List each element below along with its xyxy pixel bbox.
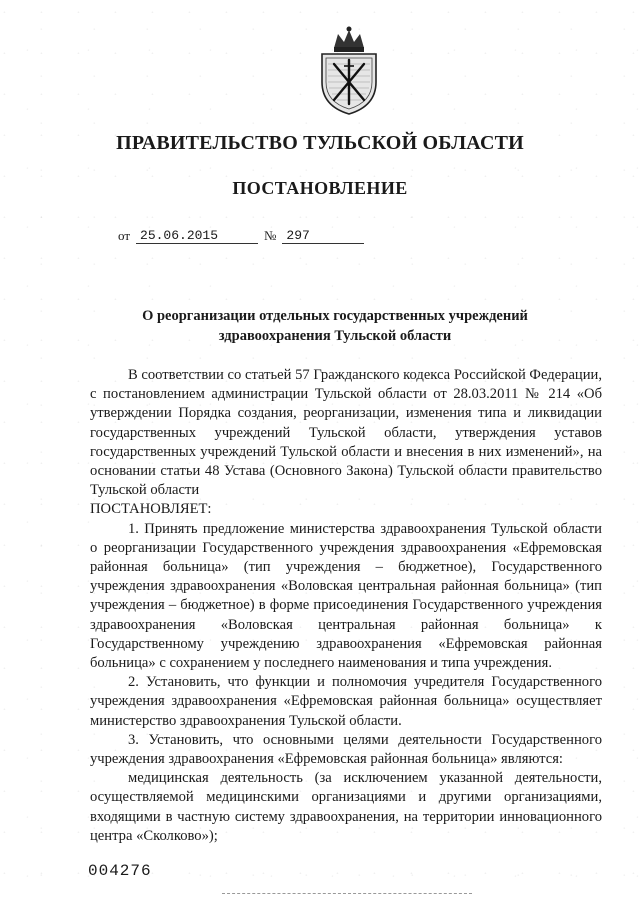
date-number-line: [118, 228, 364, 244]
serial-number: 004276: [88, 862, 152, 880]
document-subject: [100, 306, 570, 346]
clause-3: 3. Установить, что основными целями деятельности Государственного учреждения здравоохранения «Ефремовская районная больница» являются:: [90, 731, 602, 768]
document-type: ПОСТАНОВЛЕНИЕ: [232, 178, 408, 198]
number-label: №: [264, 228, 277, 243]
document-number: 297: [282, 228, 364, 244]
document-date: 25.06.2015: [136, 228, 258, 244]
tula-coat-of-arms-icon: [312, 22, 386, 118]
footer-divider: [222, 893, 472, 894]
document-body: [90, 366, 602, 846]
subject-line-1: О реорганизации отдельных государственных учреждений: [142, 308, 528, 324]
preamble-paragraph: В соответствии со статьей 57 Гражданского кодекса Российской Федерации, с постановлением администрации Тульской области от 28.03.2011 № 214 «Об утверждении Порядка создания, реорганизации, изменения типа и ликвидации государственных учреждений Тульской области, утверждения уставов государственных учреждений Тульской области и внесения в них изменений», на основании статьи 48 Устава (Основного Закона) Тульской области правительство Тульской области: [90, 367, 602, 499]
subject-line-2: здравоохранения Тульской области: [218, 328, 452, 344]
decree-word: ПОСТАНОВЛЯЕТ:: [90, 501, 212, 518]
clause-2: 2. Установить, что функции и полномочия учредителя Государственного учреждения здравоохранения «Ефремовская районная больница» осуществляет министерство здравоохранения Тульской области.: [90, 674, 602, 729]
clause-3-subitem: медицинская деятельность (за исключением указанной деятельности, осуществляемой медицинскими организациями и другими организациями, входящими в частную систему здравоохранения, на территории инновационного центра «Сколково»);: [90, 770, 602, 844]
clause-1: 1. Принять предложение министерства здравоохранения Тульской области о реорганизации Государственного учреждения здравоохранения «Ефремовская районная больница» (тип учреждения – бюджетное), Государственного учреждения здравоохранения «Воловская центральная районная больница» (тип учреждения – бюджетное) в форме присоединения Государственного учреждения здравоохранения «Воловская центральная районная больница» к Государственному учреждению здравоохранения «Ефремовская районная больница» с сохранением у последнего наименования и типа учреждения.: [90, 520, 602, 672]
government-title: ПРАВИТЕЛЬСТВО ТУЛЬСКОЙ ОБЛАСТИ: [116, 132, 524, 154]
date-from-label: от: [118, 228, 131, 243]
